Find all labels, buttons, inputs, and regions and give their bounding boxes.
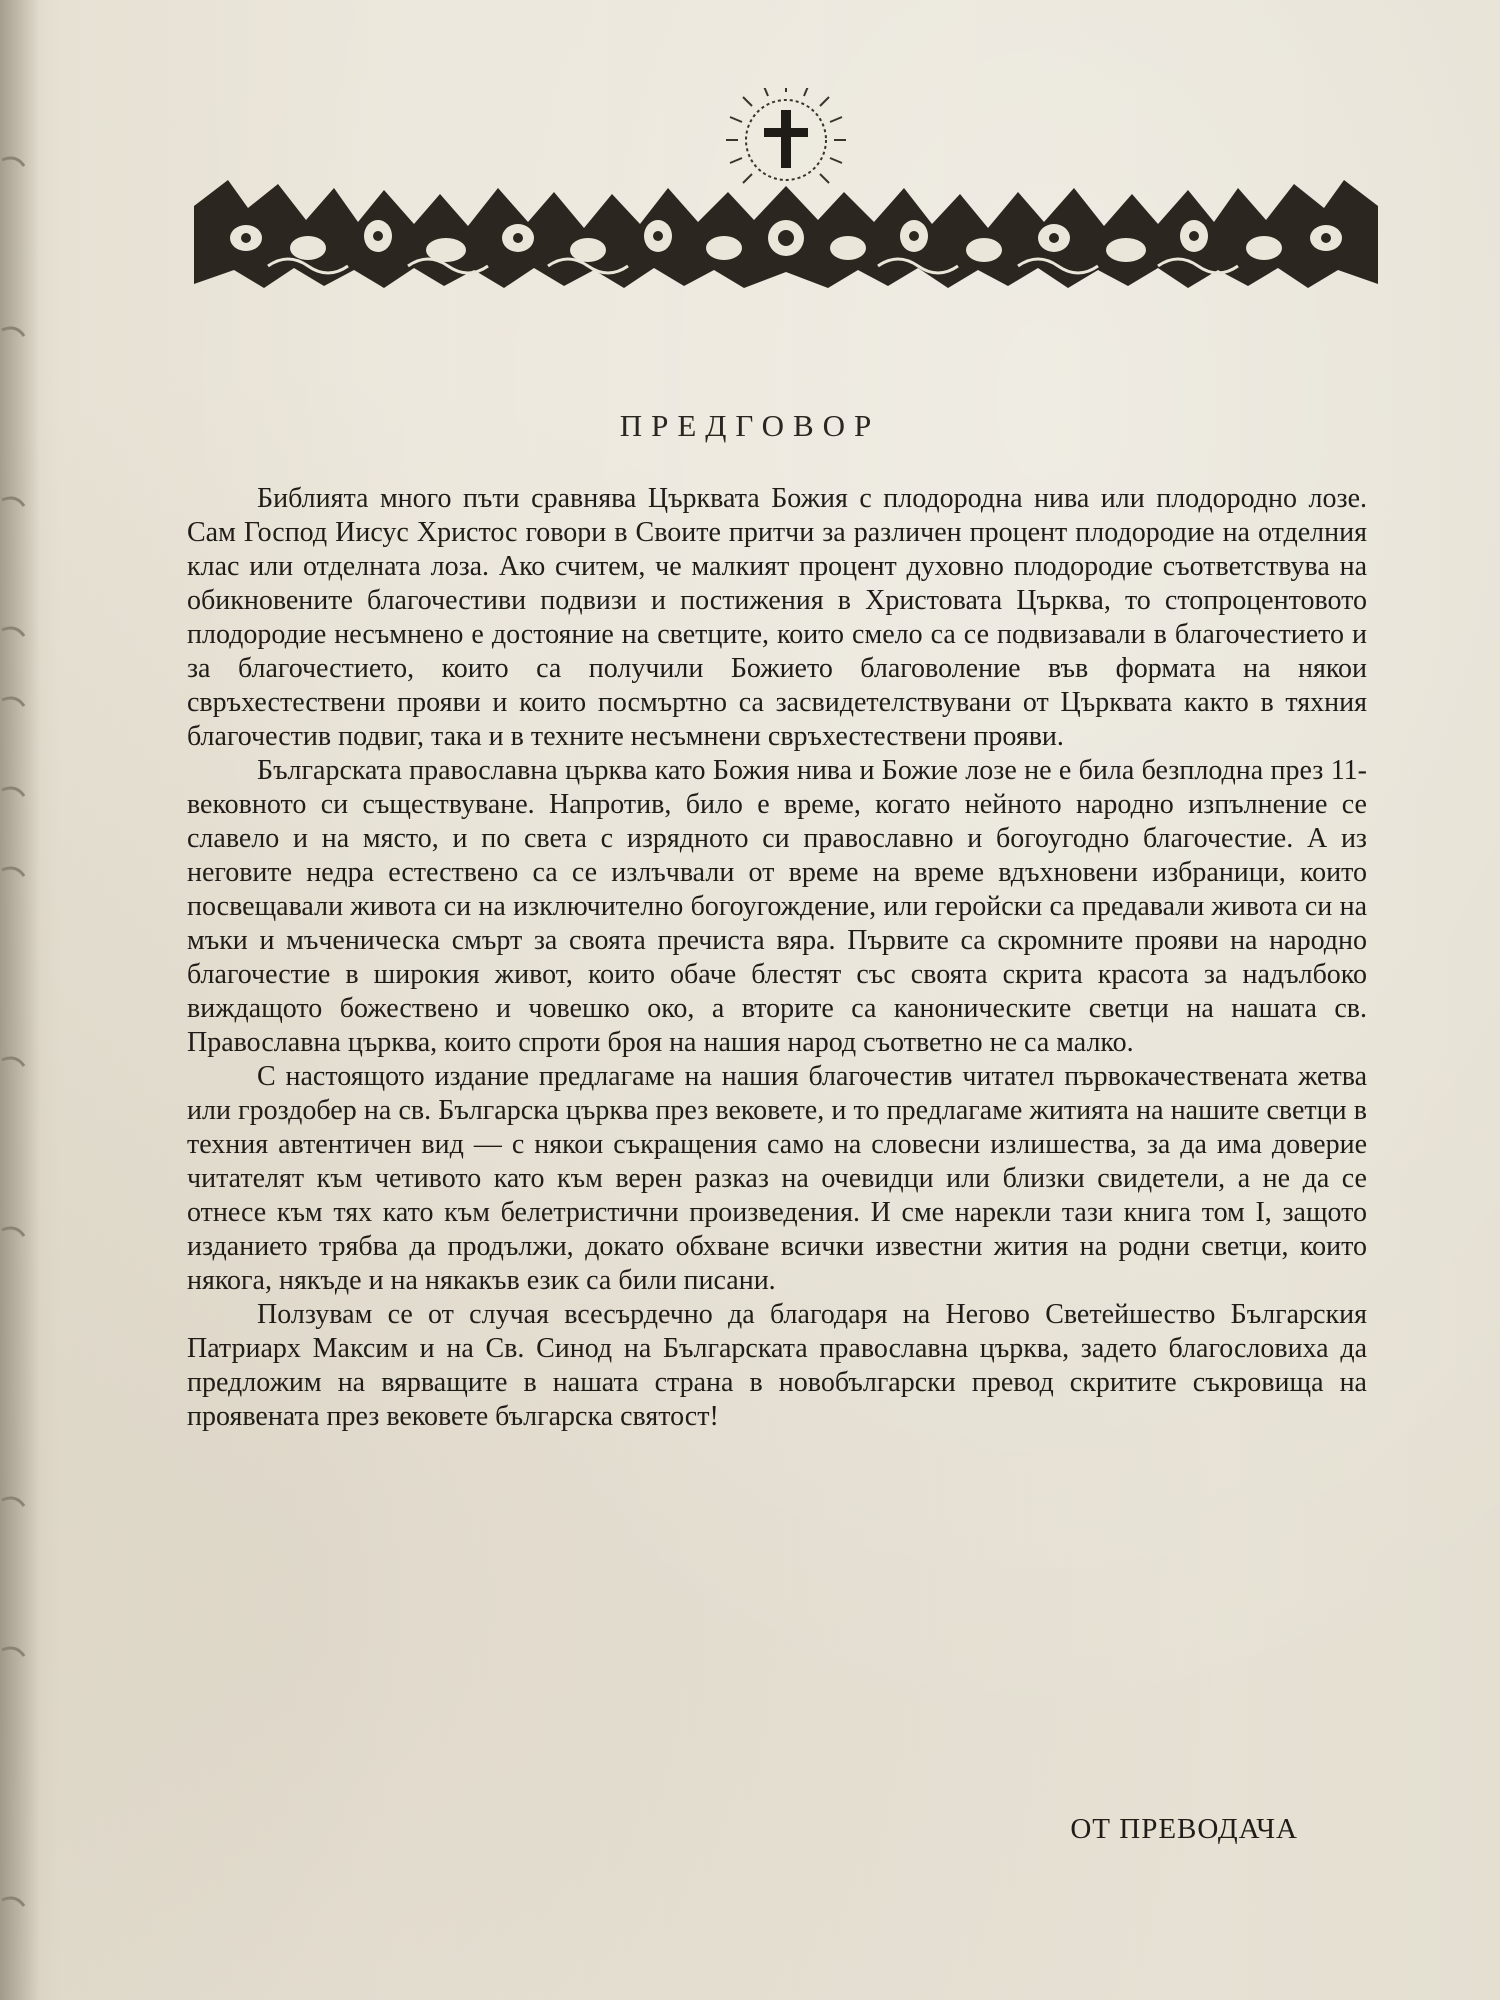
paragraph: Ползувам се от случая всесърдечно да благодаря на Негово Светейшество Българския Патриарх Максим и на Св. Синод на Българската православна църква, задето благословиха да предложим на вярващите в нашата страна в новобългарски превод скритите съкровища на проявената през вековете българска святост! [187, 1299, 1367, 1432]
header-ornament [188, 88, 1384, 298]
binding-stitches [0, 0, 40, 2000]
cross-icon [726, 88, 846, 200]
paragraph: С настоящото издание предлагаме на нашия благочестив читател първокачествената жетва или гроздобер на св. Българска църква през вековете, и то предлагаме житията на нашите светци в техния автентичен вид — с някои съкращения само на словесни излишества, за да има доверие читателят към четивото като към верен разказ на очевидци или близки свидетели, а не да се отнесе към тях като към белетристични произведения. И сме нарекли тази книга том I, защото изданието трябва да продължи, докато обхване всички известни жития на родни светци, които някога, някъде и на някакъв език са били писани. [187, 1061, 1367, 1296]
page-title: ПРЕДГОВОР [619, 408, 881, 443]
paragraph: Българската православна църква като Божия нива и Божие лозе не е била безплодна през 11-вековното си съществуване. Напротив, било е време, когато нейното народно изпълнение се славело и на място, и по света с изрядното си православно и богоугодно благочестие. А из неговите недра естествено са се излъчвали от време на време вдъхновени избраници, които посвещавали живота си на изключително богоугождение, или геройски са предавали живота си на мъки и мъченическа смърт за своята пречиста вяра. Първите са скромните прояви на народно благочестие в широкия живот, които обаче блестят със своята скрита красота за надълбоко виждащото божествено и човешко око, а вторите са каноническите светци на нашата св. Православна църква, които спроти броя на нашия народ съответно не са малко. [187, 755, 1367, 1058]
ornamental-band [194, 180, 1378, 288]
paragraph: Библията много пъти сравнява Църквата Божия с плодородна нива или плодородно лозе. Сам Господ Иисус Христос говори в Своите притчи за различен процент плодородие на отделния клас или отделната лоза. Ако считем, че малкият процент духовно плодородие съответствува на обикновените благочестиви подвизи и постижения в Христовата Църква, то стопроцентовото плодородие несъмнено е достояние на светците, които смело са се подвизавали в благочестието и за благочестието, които са получили Божието благоволение във формата на някои свръхестествени прояви и които посмъртно са засвидетелствувани от Църквата както в тяхния благочестив подвиг, така и в техните несъмнени свръхестествени прояви. [187, 483, 1367, 752]
signature: ОТ ПРЕВОДАЧА [1070, 1813, 1298, 1845]
preface-body [187, 482, 1367, 1434]
